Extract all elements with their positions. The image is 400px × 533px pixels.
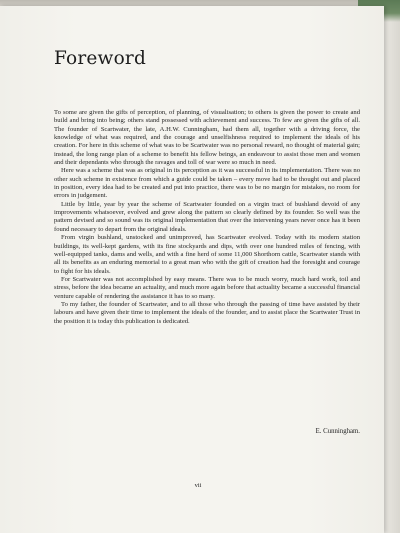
paragraph: Here was a scheme that was as original in its perception as it was successful in its implementation. There was no other such scheme in existence from which a guide could be taken – every move had to be thought out and placed in position, every idea had to be created and put into practice, there was to be no margin for mistakes, no room for errors in judgement.: [54, 167, 360, 200]
foreword-body: [54, 109, 360, 326]
signature: E. Cunningham.: [315, 428, 360, 435]
paragraph: To some are given the gifts of perception, of planning, of visualisation; to others is given the power to create and build and bring into being; others stand possessed with achievement and success. To few are given the gifts of all. The founder of Scartwater, the late, A.H.W. Cunningham, had them all, together with a driving force, the knowledge of what was required, and the courage and unselfishness required to implement the ideals of his creation. For here in this scheme of what was to be Scartwater was no personal reward, no thought of material gain; instead, the long range plan of a scheme to benefit his fellow beings, an endeavour to assist those men and women and their dependants who through the ravages and toll of war were so much in need.: [54, 109, 360, 167]
paragraph: For Scartwater was not accomplished by easy means. There was to be much worry, much hard work, toil and stress, before the idea became an actuality, and much more again before that actuality became a successful financial venture capable of rendering the assistance it has to so many.: [54, 275, 360, 300]
paragraph: From virgin bushland, unstocked and unimproved, has Scartwater evolved. Today with its modern station buildings, its well-kept gardens, with its fine stockyards and dips, with over one hundred miles of fencing, with well-equipped tanks, dams and wells, and with a fine herd of some 11,000 Shorthorn cattle, Scartwater stands with all its benefits as an enduring memorial to a great man who with the gift of creation had the foresight and courage to fight for his ideals.: [54, 234, 360, 275]
paragraph: Little by little, year by year the scheme of Scartwater founded on a virgin tract of bushland devoid of any improvements whatsoever, evolved and grew along the pattern so clearly defined by its founder. So well was the pattern devised and so sound was its original implementation that over the intervening years never once has it been found necessary to depart from the original ideals.: [54, 200, 360, 233]
page-number: vii: [194, 482, 202, 489]
book-page: [0, 6, 384, 533]
paragraph: To my father, the founder of Scartwater, and to all those who through the passing of time have assisted by their labours and have given their time to implement the ideals of the founder, and to assist place the Scartwater Trust in the position it is today this publication is dedicated.: [54, 300, 360, 325]
page-title: Foreword: [54, 48, 147, 69]
